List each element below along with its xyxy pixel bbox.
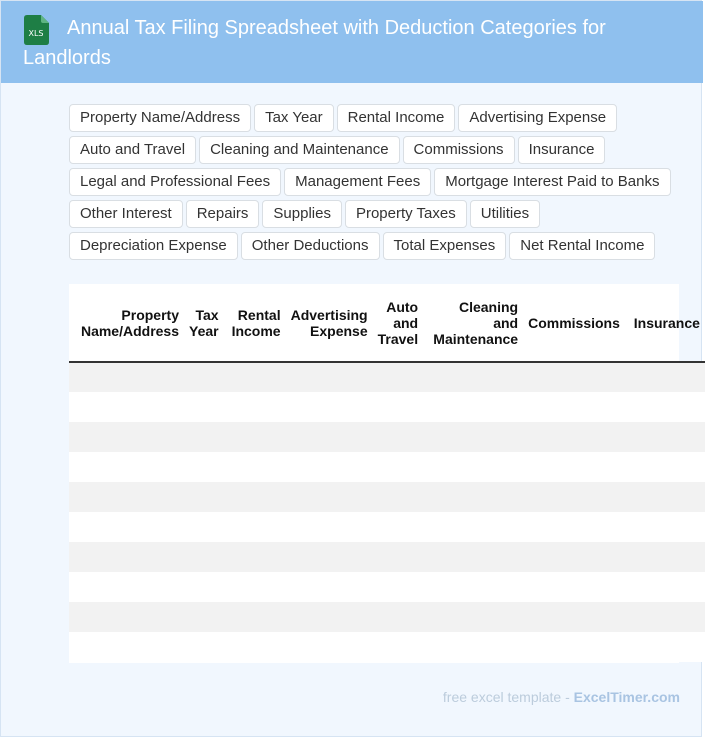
column-header[interactable]: Cleaning and Maintenance bbox=[423, 284, 523, 362]
table-cell[interactable] bbox=[373, 392, 423, 422]
category-tag[interactable]: Net Rental Income bbox=[509, 232, 655, 260]
column-header[interactable]: Property Name/Address bbox=[69, 284, 184, 362]
table-cell[interactable] bbox=[625, 632, 705, 662]
table-row bbox=[69, 362, 705, 392]
table-cell[interactable] bbox=[523, 632, 625, 662]
table-cell[interactable] bbox=[423, 602, 523, 632]
category-tag[interactable]: Commissions bbox=[403, 136, 515, 164]
table-cell[interactable] bbox=[184, 422, 224, 452]
table-cell[interactable] bbox=[523, 542, 625, 572]
table-cell[interactable] bbox=[423, 392, 523, 422]
column-header[interactable]: Advertising Expense bbox=[286, 284, 373, 362]
table-cell[interactable] bbox=[184, 362, 224, 392]
table-cell[interactable] bbox=[523, 482, 625, 512]
table-cell[interactable] bbox=[286, 422, 373, 452]
table-cell[interactable] bbox=[69, 452, 184, 482]
page-title: Annual Tax Filing Spreadsheet with Deduction Categories for Landlords bbox=[23, 17, 606, 69]
spreadsheet-table bbox=[69, 284, 700, 663]
table-row bbox=[69, 632, 705, 662]
table-cell[interactable] bbox=[69, 422, 184, 452]
table-cell[interactable] bbox=[69, 512, 184, 542]
table-cell[interactable] bbox=[625, 482, 705, 512]
table-cell[interactable] bbox=[523, 392, 625, 422]
table-header-row bbox=[69, 284, 705, 362]
table-cell[interactable] bbox=[224, 512, 286, 542]
table-cell[interactable] bbox=[224, 392, 286, 422]
table-cell[interactable] bbox=[625, 572, 705, 602]
table-cell[interactable] bbox=[373, 542, 423, 572]
table-cell[interactable] bbox=[625, 422, 705, 452]
category-tag[interactable]: Other Deductions bbox=[241, 232, 380, 260]
table-cell[interactable] bbox=[625, 362, 705, 392]
footer-credit bbox=[443, 689, 680, 705]
category-tag[interactable]: Auto and Travel bbox=[69, 136, 196, 164]
table-cell[interactable] bbox=[69, 392, 184, 422]
table-cell[interactable] bbox=[286, 632, 373, 662]
category-tag[interactable]: Property Name/Address bbox=[69, 104, 251, 132]
table-cell[interactable] bbox=[523, 362, 625, 392]
category-tag[interactable]: Tax Year bbox=[254, 104, 334, 132]
table-cell[interactable] bbox=[373, 572, 423, 602]
table-cell[interactable] bbox=[224, 422, 286, 452]
category-tag[interactable]: Mortgage Interest Paid to Banks bbox=[434, 168, 670, 196]
table-cell[interactable] bbox=[286, 602, 373, 632]
table-cell[interactable] bbox=[224, 572, 286, 602]
category-tag[interactable]: Supplies bbox=[262, 200, 342, 228]
column-header[interactable]: Insurance bbox=[625, 284, 705, 362]
column-header[interactable]: Rental Income bbox=[224, 284, 286, 362]
category-tag[interactable]: Utilities bbox=[470, 200, 540, 228]
table-row bbox=[69, 452, 705, 482]
table-cell[interactable] bbox=[224, 542, 286, 572]
table-cell[interactable] bbox=[69, 572, 184, 602]
table-cell[interactable] bbox=[286, 452, 373, 482]
column-header[interactable]: Commissions bbox=[523, 284, 625, 362]
category-tag[interactable]: Cleaning and Maintenance bbox=[199, 136, 399, 164]
table-cell[interactable] bbox=[184, 452, 224, 482]
table-cell[interactable] bbox=[286, 512, 373, 542]
category-tag[interactable]: Advertising Expense bbox=[458, 104, 617, 132]
category-tag[interactable]: Total Expenses bbox=[383, 232, 507, 260]
table-cell[interactable] bbox=[423, 482, 523, 512]
table-cell[interactable] bbox=[184, 602, 224, 632]
table-cell[interactable] bbox=[286, 362, 373, 392]
table-cell[interactable] bbox=[523, 422, 625, 452]
table-cell[interactable] bbox=[423, 362, 523, 392]
table-cell[interactable] bbox=[523, 572, 625, 602]
table-cell[interactable] bbox=[184, 542, 224, 572]
table-row bbox=[69, 602, 705, 632]
category-tag[interactable]: Insurance bbox=[518, 136, 606, 164]
table-cell[interactable] bbox=[224, 452, 286, 482]
category-tag[interactable]: Repairs bbox=[186, 200, 260, 228]
table-cell[interactable] bbox=[69, 632, 184, 662]
table-cell[interactable] bbox=[625, 452, 705, 482]
category-tag[interactable]: Legal and Professional Fees bbox=[69, 168, 281, 196]
category-tag[interactable]: Rental Income bbox=[337, 104, 456, 132]
table-cell[interactable] bbox=[373, 482, 423, 512]
table-cell[interactable] bbox=[184, 632, 224, 662]
table-cell[interactable] bbox=[423, 452, 523, 482]
table-cell[interactable] bbox=[184, 572, 224, 602]
table-cell[interactable] bbox=[423, 512, 523, 542]
table-cell[interactable] bbox=[625, 602, 705, 632]
table-cell[interactable] bbox=[224, 482, 286, 512]
table-cell[interactable] bbox=[625, 512, 705, 542]
footer-prefix: free excel template - bbox=[442, 689, 574, 705]
table-cell[interactable] bbox=[373, 422, 423, 452]
table-cell[interactable] bbox=[523, 512, 625, 542]
table-cell[interactable] bbox=[286, 572, 373, 602]
table-row bbox=[69, 512, 705, 542]
table-row bbox=[69, 392, 705, 422]
table-cell[interactable] bbox=[184, 392, 224, 422]
table-cell[interactable] bbox=[224, 602, 286, 632]
table-cell[interactable] bbox=[286, 392, 373, 422]
table-cell[interactable] bbox=[523, 602, 625, 632]
table-cell[interactable] bbox=[373, 452, 423, 482]
table-cell[interactable] bbox=[286, 482, 373, 512]
category-tag[interactable]: Depreciation Expense bbox=[69, 232, 238, 260]
table-cell[interactable] bbox=[184, 512, 224, 542]
table-cell[interactable] bbox=[423, 632, 523, 662]
column-header[interactable]: Tax Year bbox=[184, 284, 224, 362]
table-cell[interactable] bbox=[423, 542, 523, 572]
deduction-category-tags bbox=[69, 104, 679, 260]
category-tag[interactable]: Other Interest bbox=[69, 200, 183, 228]
table-cell[interactable] bbox=[373, 632, 423, 662]
table-cell[interactable] bbox=[184, 482, 224, 512]
table-cell[interactable] bbox=[625, 542, 705, 572]
table-row bbox=[69, 542, 705, 572]
table-cell[interactable] bbox=[224, 362, 286, 392]
table-cell[interactable] bbox=[423, 572, 523, 602]
table-row bbox=[69, 572, 705, 602]
footer-brand-link[interactable]: ExcelTimer.com bbox=[573, 689, 680, 705]
column-header[interactable]: Auto and Travel bbox=[373, 284, 423, 362]
category-tag[interactable]: Management Fees bbox=[284, 168, 431, 196]
header-banner bbox=[1, 1, 703, 83]
table-cell[interactable] bbox=[69, 542, 184, 572]
table-row bbox=[69, 482, 705, 512]
category-tag[interactable]: Property Taxes bbox=[345, 200, 467, 228]
table-cell[interactable] bbox=[69, 602, 184, 632]
table-cell[interactable] bbox=[523, 452, 625, 482]
table-cell[interactable] bbox=[69, 362, 184, 392]
table-cell[interactable] bbox=[423, 422, 523, 452]
table-cell[interactable] bbox=[224, 632, 286, 662]
table-cell[interactable] bbox=[373, 362, 423, 392]
table-cell[interactable] bbox=[373, 512, 423, 542]
table-cell[interactable] bbox=[625, 392, 705, 422]
table-cell[interactable] bbox=[286, 542, 373, 572]
svg-text:XLS: XLS bbox=[28, 29, 44, 38]
table-cell[interactable] bbox=[69, 482, 184, 512]
table-cell[interactable] bbox=[373, 602, 423, 632]
table-row bbox=[69, 422, 705, 452]
